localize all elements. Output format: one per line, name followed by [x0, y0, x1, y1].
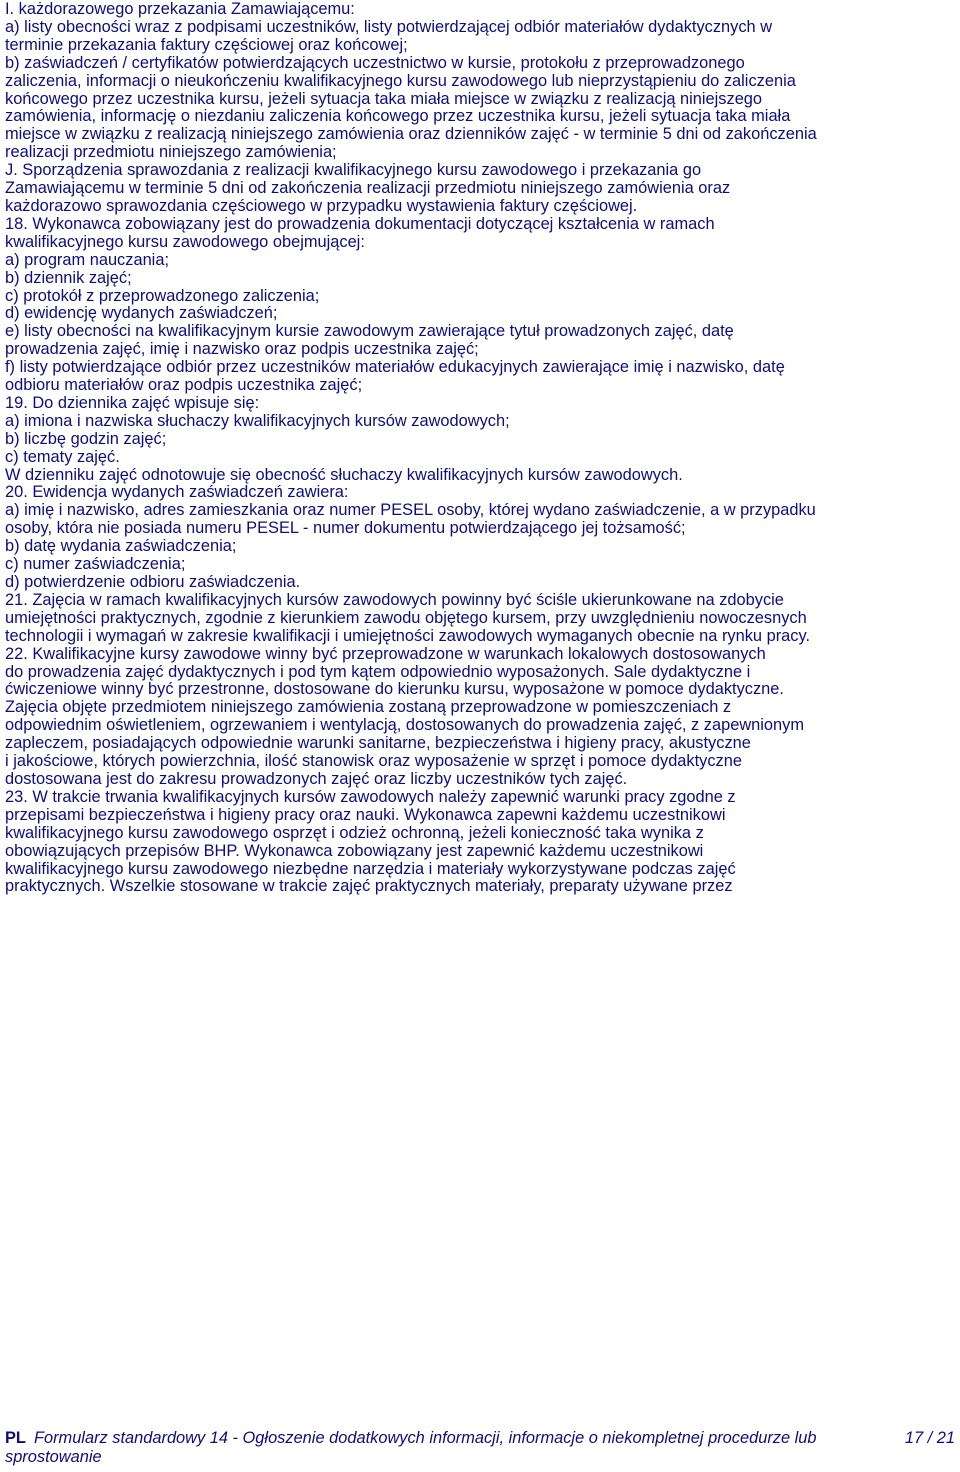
text-line: c) tematy zajęć. — [5, 447, 120, 466]
text-line: Zajęcia objęte przedmiotem niniejszego zamówienia zostaną przeprowadzone w pomieszczeniach z — [5, 698, 732, 717]
text-line: i jakościowe, których powierzchnia, ilość stanowisk oraz wyposażenie w sprzęt i pomoce dydaktyczne — [5, 752, 742, 771]
text-line: terminie przekazania faktury częściowej oraz końcowej; — [5, 35, 408, 54]
text-line: a) imiona i nazwiska słuchaczy kwalifikacyjnych kursów zawodowych; — [5, 411, 510, 430]
text-line: do prowadzenia zajęć dydaktycznych i pod tym kątem odpowiednio wyposażonych. Sale dydaktyczne i — [5, 662, 751, 681]
text-line: 19. Do dziennika zajęć wpisuje się: — [5, 393, 260, 412]
text-line: 20. Ewidencja wydanych zaświadczeń zawiera: — [5, 483, 349, 502]
form-title-continuation: sprostowanie — [5, 1448, 102, 1466]
text-line: dostosowana jest do zakresu prowadzonych zajęć oraz liczby uczestników tych zajęć. — [5, 769, 628, 788]
text-line: kwalifikacyjnego kursu zawodowego osprzęt i odzież ochronną, jeżeli konieczność taka wynika z — [5, 823, 704, 842]
text-line: d) ewidencję wydanych zaświadczeń; — [5, 304, 278, 323]
text-line: 18. Wykonawca zobowiązany jest do prowadzenia dokumentacji dotyczącej kształcenia w ramach — [5, 214, 715, 233]
text-line: kwalifikacyjnego kursu zawodowego obejmującej: — [5, 232, 365, 251]
text-line: końcowego przez uczestnika kursu, jeżeli sytuacja taka miała miejsce w związku z realizacją niniejszego — [5, 89, 763, 108]
text-line: ćwiczeniowe winny być przestronne, dostosowane do kierunku kursu, wyposażone w pomoce dydaktyczne. — [5, 680, 784, 699]
text-line: odpowiednim oświetleniem, ogrzewaniem i wentylacją, dostosowanych do prowadzenia zajęć, z zapewnionym — [5, 716, 805, 735]
text-line: a) listy obecności wraz z podpisami uczestników, listy potwierdzającej odbiór materiałów dydaktycznych w — [5, 17, 773, 36]
text-line: 23. W trakcie trwania kwalifikacyjnych kursów zawodowych należy zapewnić warunki pracy zgodne z — [5, 787, 736, 806]
text-line: obowiązujących przepisów BHP. Wykonawca zobowiązany jest zapewnić każdemu uczestnikowi — [5, 841, 704, 860]
text-line: przepisami bezpieczeństwa i higieny pracy oraz nauki. Wykonawca zapewni każdemu uczestnikowi — [5, 805, 726, 824]
text-line: praktycznych. Wszelkie stosowane w trakcie zajęć praktycznych materiały, preparaty używane przez — [5, 877, 733, 896]
text-line: c) numer zaświadczenia; — [5, 555, 186, 574]
text-line: 21. Zajęcia w ramach kwalifikacyjnych kursów zawodowych powinny być ściśle ukierunkowane na zdobycie — [5, 590, 784, 609]
text-line: umiejętności praktycznych, zgodnie z kierunkiem zawodu objętego kursem, przy uwzględnieniu nowoczesnych — [5, 608, 807, 627]
text-line: a) program nauczania; — [5, 250, 169, 269]
text-line: osoby, która nie posiada numeru PESEL - numer dokumentu potwierdzającego jej tożsamość; — [5, 519, 686, 538]
text-line: zapleczem, posiadających odpowiednie warunki sanitarne, bezpieczeństwa i higieny pracy, akustyczne — [5, 734, 751, 753]
text-line: Zamawiającemu w terminie 5 dni od zakończenia realizacji przedmiotu niniejszego zamówienia oraz — [5, 179, 731, 198]
text-line: f) listy potwierdzające odbiór przez uczestników materiałów edukacyjnych zawierające imię i nazwisko, datę — [5, 358, 785, 377]
text-line: prowadzenia zajęć, imię i nazwisko oraz podpis uczestnika zajęć; — [5, 340, 479, 359]
text-line: technologii i wymagań w zakresie kwalifikacji i umiejętności zawodowych wymaganych obecnie na rynku pracy. — [5, 626, 811, 645]
page-number: 17 / 21 — [904, 1429, 955, 1447]
text-line: miejsce w związku z realizacją niniejszego zamówienia oraz dzienników zajęć - w terminie 5 dni od zakończenia — [5, 125, 817, 144]
text-line: c) protokół z przeprowadzonego zaliczenia; — [5, 286, 320, 305]
text-line: e) listy obecności na kwalifikacyjnym kursie zawodowym zawierające tytuł prowadzonych zajęć, datę — [5, 322, 734, 341]
text-line: odbioru materiałów oraz podpis uczestnika zajęć; — [5, 376, 363, 395]
text-line: W dzienniku zajęć odnotowuje się obecność słuchaczy kwalifikacyjnych kursów zawodowych. — [5, 465, 683, 484]
text-line: b) liczbę godzin zajęć; — [5, 429, 167, 448]
text-line: każdorazowo sprawozdania częściowego w przypadku wystawienia faktury częściowej. — [5, 196, 638, 215]
text-line: zamówienia, informację o niezdaniu zaliczenia końcowego przez uczestnika kursu, jeżeli sytuacja taka miała — [5, 107, 791, 126]
text-line: a) imię i nazwisko, adres zamieszkania oraz numer PESEL osoby, której wydano zaświadczenie, a w przypadku — [5, 501, 816, 520]
page-footer — [5, 1429, 957, 1467]
text-line: J. Sporządzenia sprawozdania z realizacji kwalifikacyjnego kursu zawodowego i przekazania go — [5, 161, 702, 180]
text-line: b) datę wydania zaświadczenia; — [5, 537, 237, 556]
text-line: d) potwierdzenie odbioru zaświadczenia. — [5, 573, 301, 591]
document-body — [5, 1, 957, 896]
text-line: realizacji przedmiotu niniejszego zamówienia; — [5, 143, 337, 162]
text-line: I. każdorazowego przekazania Zamawiającemu: — [5, 0, 355, 18]
text-line: 22. Kwalifikacyjne kursy zawodowe winny być przeprowadzone w warunkach lokalowych dostosowanych — [5, 644, 766, 663]
text-line: b) dziennik zajęć; — [5, 268, 132, 287]
text-line: kwalifikacyjnego kursu zawodowego niezbędne narzędzia i materiały wykorzystywane podczas zajęć — [5, 859, 736, 878]
language-code: PL — [5, 1429, 26, 1447]
form-title: Formularz standardowy 14 - Ogłoszenie dodatkowych informacji, informacje o niekompletnej procedurze lub — [33, 1429, 817, 1447]
text-line: b) zaświadczeń / certyfikatów potwierdzających uczestnictwo w kursie, protokołu z przeprowadzonego — [5, 53, 745, 72]
text-line: zaliczenia, informacji o nieukończeniu kwalifikacyjnego kursu zawodowego lub nieprzystąpieniu do zaliczenia — [5, 71, 796, 90]
